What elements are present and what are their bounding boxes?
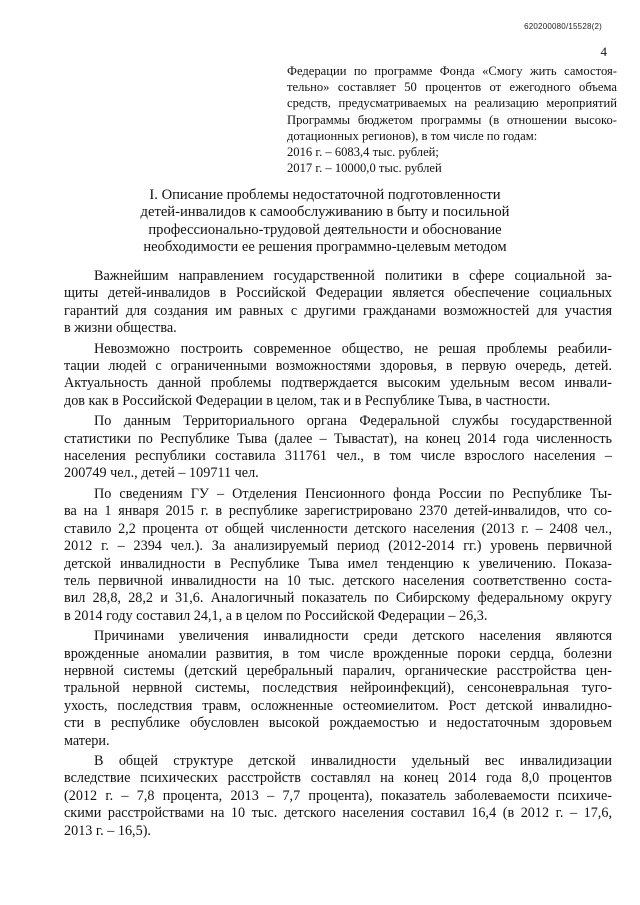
paragraph-line: дов как в Российской Федерации в целом, так и в Республике Тыва, в частности.: [64, 392, 551, 409]
paragraph-line: тель первичной инвалидности на 10 тыс. детского населения соответственно соста-: [64, 572, 612, 589]
paragraph-line: скими расстройствами на 10 тыс. детского населения составил 16,4 (в 2012 г. – 17,6,: [64, 805, 612, 822]
paragraph-line: вследствие психических расстройств составлял на конец 2014 года 8,0 процентов: [64, 770, 612, 787]
paragraph-line: ва на 1 января 2015 г. в республике зарегистрировано 2370 детей-инвалидов, что со-: [64, 503, 612, 520]
paragraph-line: ставило 2,2 процента от общей численности детского населения (2013 г. – 2408 чел.,: [64, 520, 612, 537]
paragraph-line: тральной нервной системы, последствия нейроинфекций), сенсоневральная туго-: [64, 680, 612, 697]
paragraph-line: в 2014 году составил 24,1, а в целом по Российской Федерации – 26,3.: [64, 607, 488, 624]
paragraph-line: населения республики составила 311761 чел., в том числе взрослого населения –: [64, 448, 612, 465]
intro-continuation-text: [287, 63, 617, 176]
paragraph-line: 200749 чел., детей – 109711 чел.: [64, 465, 259, 482]
body-paragraph: [64, 413, 612, 483]
page-number: 4: [600, 44, 607, 59]
paragraph-line: статистики по Республике Тыва (далее – Тывастат), на конец 2014 года численность: [64, 430, 612, 447]
paragraph-line: 2013 г. – 16,5).: [64, 822, 151, 839]
body-paragraph: [64, 268, 612, 338]
document-stamp-number: 620200080/15528(2): [524, 22, 602, 31]
heading-line: детей-инвалидов к самообслуживанию в быту и посильной: [140, 204, 510, 221]
paragraph-line: Причинами увеличения инвалидности среди детского населения являются: [94, 628, 612, 645]
intro-line: средств, предусматриваемых на реализацию мероприятий: [287, 96, 617, 111]
heading-line: I. Описание проблемы недостаточной подготовленности: [149, 187, 501, 203]
body-paragraph: [64, 341, 612, 411]
heading-line: необходимости ее решения программно-целевым методом: [143, 239, 507, 256]
paragraph-line: детской инвалидности в Республике Тыва имел тенденцию к увеличению. Показа-: [64, 555, 612, 572]
paragraph-line: сти в республике обусловлен высокой рождаемостью и недостаточным здоровьем: [64, 715, 612, 732]
paragraph-line: 2012 г. – 2394 чел.). За анализируемый период (2012-2014 гг.) уровень первичной: [64, 538, 612, 555]
body-paragraph: [64, 628, 612, 750]
intro-year-2017: 2017 г. – 10000,0 тыс. рублей: [287, 161, 442, 176]
body-paragraph: [64, 486, 612, 625]
paragraph-line: щиты детей-инвалидов в Российской Федерации является обеспечение социальных: [64, 285, 612, 302]
paragraph-line: ухость, последствия травм, осложненные остеомиелитом. Рост детской инвалидно-: [64, 697, 612, 714]
paragraph-line: Актуальность данной проблемы подтверждается высоким удельным весом инвали-: [64, 375, 612, 392]
paragraph-line: По данным Территориального органа Федеральной службы государственной: [94, 413, 612, 430]
intro-line: Федерации по программе Фонда «Смогу жить самостоя-: [287, 64, 617, 78]
intro-line: Программы бюджетом программы (в отношении высоко-: [287, 112, 617, 127]
paragraph-line: Невозможно построить современное общество, не решая проблемы реабили-: [94, 340, 612, 357]
paragraph-line: вил 28,8, 28,2 и 31,6. Аналогичный показатель по Сибирскому федеральному округу: [64, 590, 612, 607]
paragraph-line: матери.: [64, 732, 110, 749]
paragraph-line: врожденные аномалии развития, в том числе врожденные пороки сердца, болезни: [64, 645, 612, 662]
paragraph-line: гарантий для создания им равных с другими гражданами возможностей для участия: [64, 302, 612, 319]
paragraph-line: в жизни общества.: [64, 320, 177, 337]
body-paragraph: [64, 753, 612, 840]
intro-paragraph: [287, 63, 617, 144]
paragraph-line: Важнейшим направлением государственной политики в сфере социальной за-: [94, 268, 612, 284]
paragraph-line: (2012 г. – 7,8 процента, 2013 – 7,7 процента), показатель заболеваемости психиче-: [64, 787, 612, 804]
section-heading: [60, 187, 590, 257]
paragraph-line: По сведениям ГУ – Отделения Пенсионного фонда России по Республике Ты-: [94, 485, 612, 502]
intro-line: дотационных регионов), в том числе по годам:: [287, 128, 538, 143]
section-body: [64, 268, 612, 843]
intro-line: тельно» составляет 50 процентов от ежегодного объема: [287, 80, 617, 95]
heading-line: профессионально-трудовой деятельности и обоснование: [148, 221, 502, 238]
paragraph-line: тации людей с ограниченными возможностями здоровья, в первую очередь, детей.: [64, 358, 612, 375]
intro-year-2016: 2016 г. – 6083,4 тыс. рублей;: [287, 145, 439, 160]
paragraph-line: нервной системы (детский церебральный паралич, органические расстройства цен-: [64, 662, 612, 679]
paragraph-line: В общей структуре детской инвалидности удельный вес инвалидизации: [94, 752, 612, 769]
